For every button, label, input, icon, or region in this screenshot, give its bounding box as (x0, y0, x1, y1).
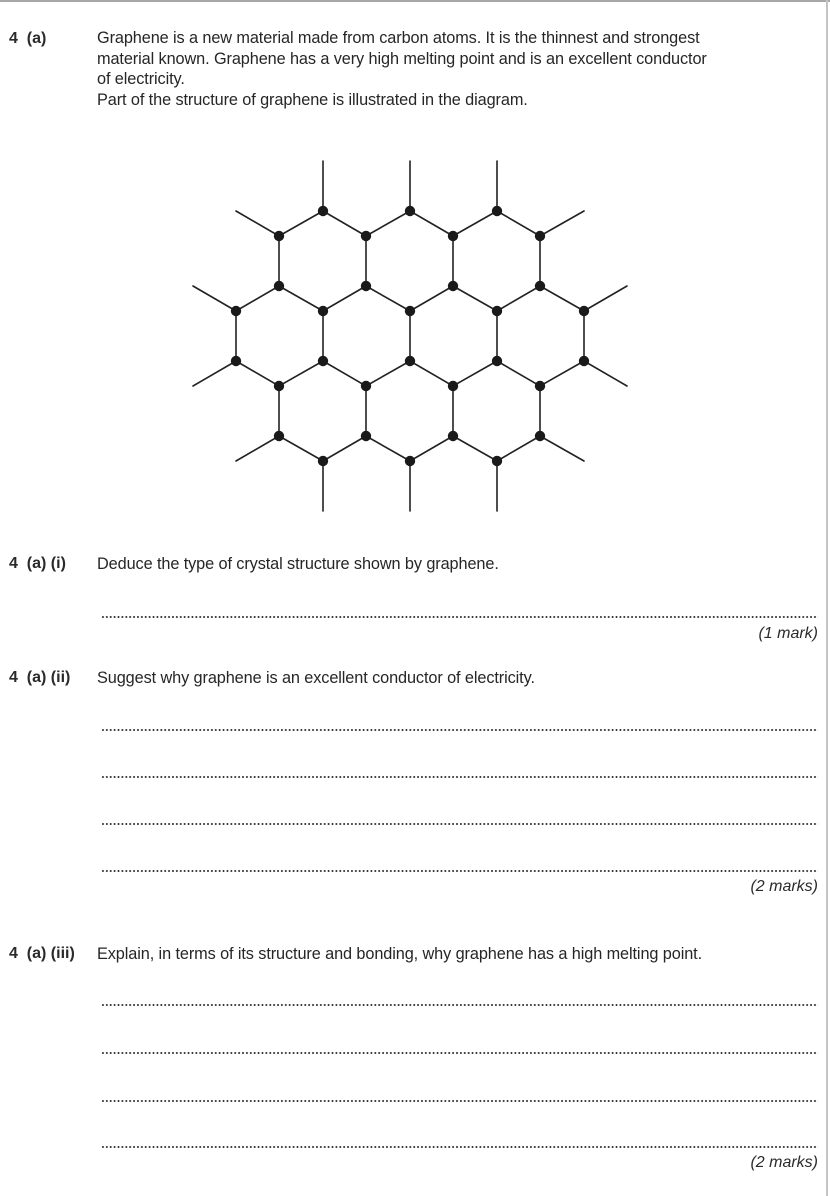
question-number-4a-ii: 4 (a) (ii) (9, 669, 71, 686)
question-number-4a-iii: 4 (a) (iii) (9, 945, 75, 962)
intro-line: Graphene is a new material made from carbon atoms. It is the thinnest and strongest (97, 29, 700, 47)
answer-line[interactable] (101, 823, 818, 825)
intro-line: of electricity. (97, 70, 185, 88)
page-right-border (826, 0, 828, 1196)
answer-line[interactable] (101, 1052, 818, 1054)
answer-line[interactable] (101, 1004, 818, 1006)
answer-line[interactable] (101, 776, 818, 778)
marks-4a-iii: (2 marks) (750, 1154, 818, 1171)
intro-line: material known. Graphene has a very high melting point and is an excellent conductor (97, 49, 707, 68)
answer-line[interactable] (101, 1146, 818, 1148)
question-number-4a-i: 4 (a) (i) (9, 555, 66, 572)
intro-line: Part of the structure of graphene is illustrated in the diagram. (97, 90, 528, 109)
marks-4a-ii: (2 marks) (750, 878, 818, 895)
answer-line[interactable] (101, 870, 818, 872)
question-text-4a-iii: Explain, in terms of its structure and bonding, why graphene has a high melting point. (97, 945, 703, 963)
question-text-4a-i: Deduce the type of crystal structure shown by graphene. (97, 555, 499, 573)
question-intro (97, 28, 707, 110)
answer-line[interactable] (101, 1100, 818, 1102)
carbon-atoms (231, 206, 589, 466)
answer-line[interactable] (101, 616, 818, 618)
marks-4a-i: (1 mark) (758, 625, 818, 642)
question-number-4a: 4 (a) (9, 30, 47, 47)
answer-line[interactable] (101, 729, 818, 731)
question-text-4a-ii: Suggest why graphene is an excellent conductor of electricity. (97, 669, 535, 687)
bond-lines (193, 161, 627, 511)
page-top-border (0, 0, 830, 2)
